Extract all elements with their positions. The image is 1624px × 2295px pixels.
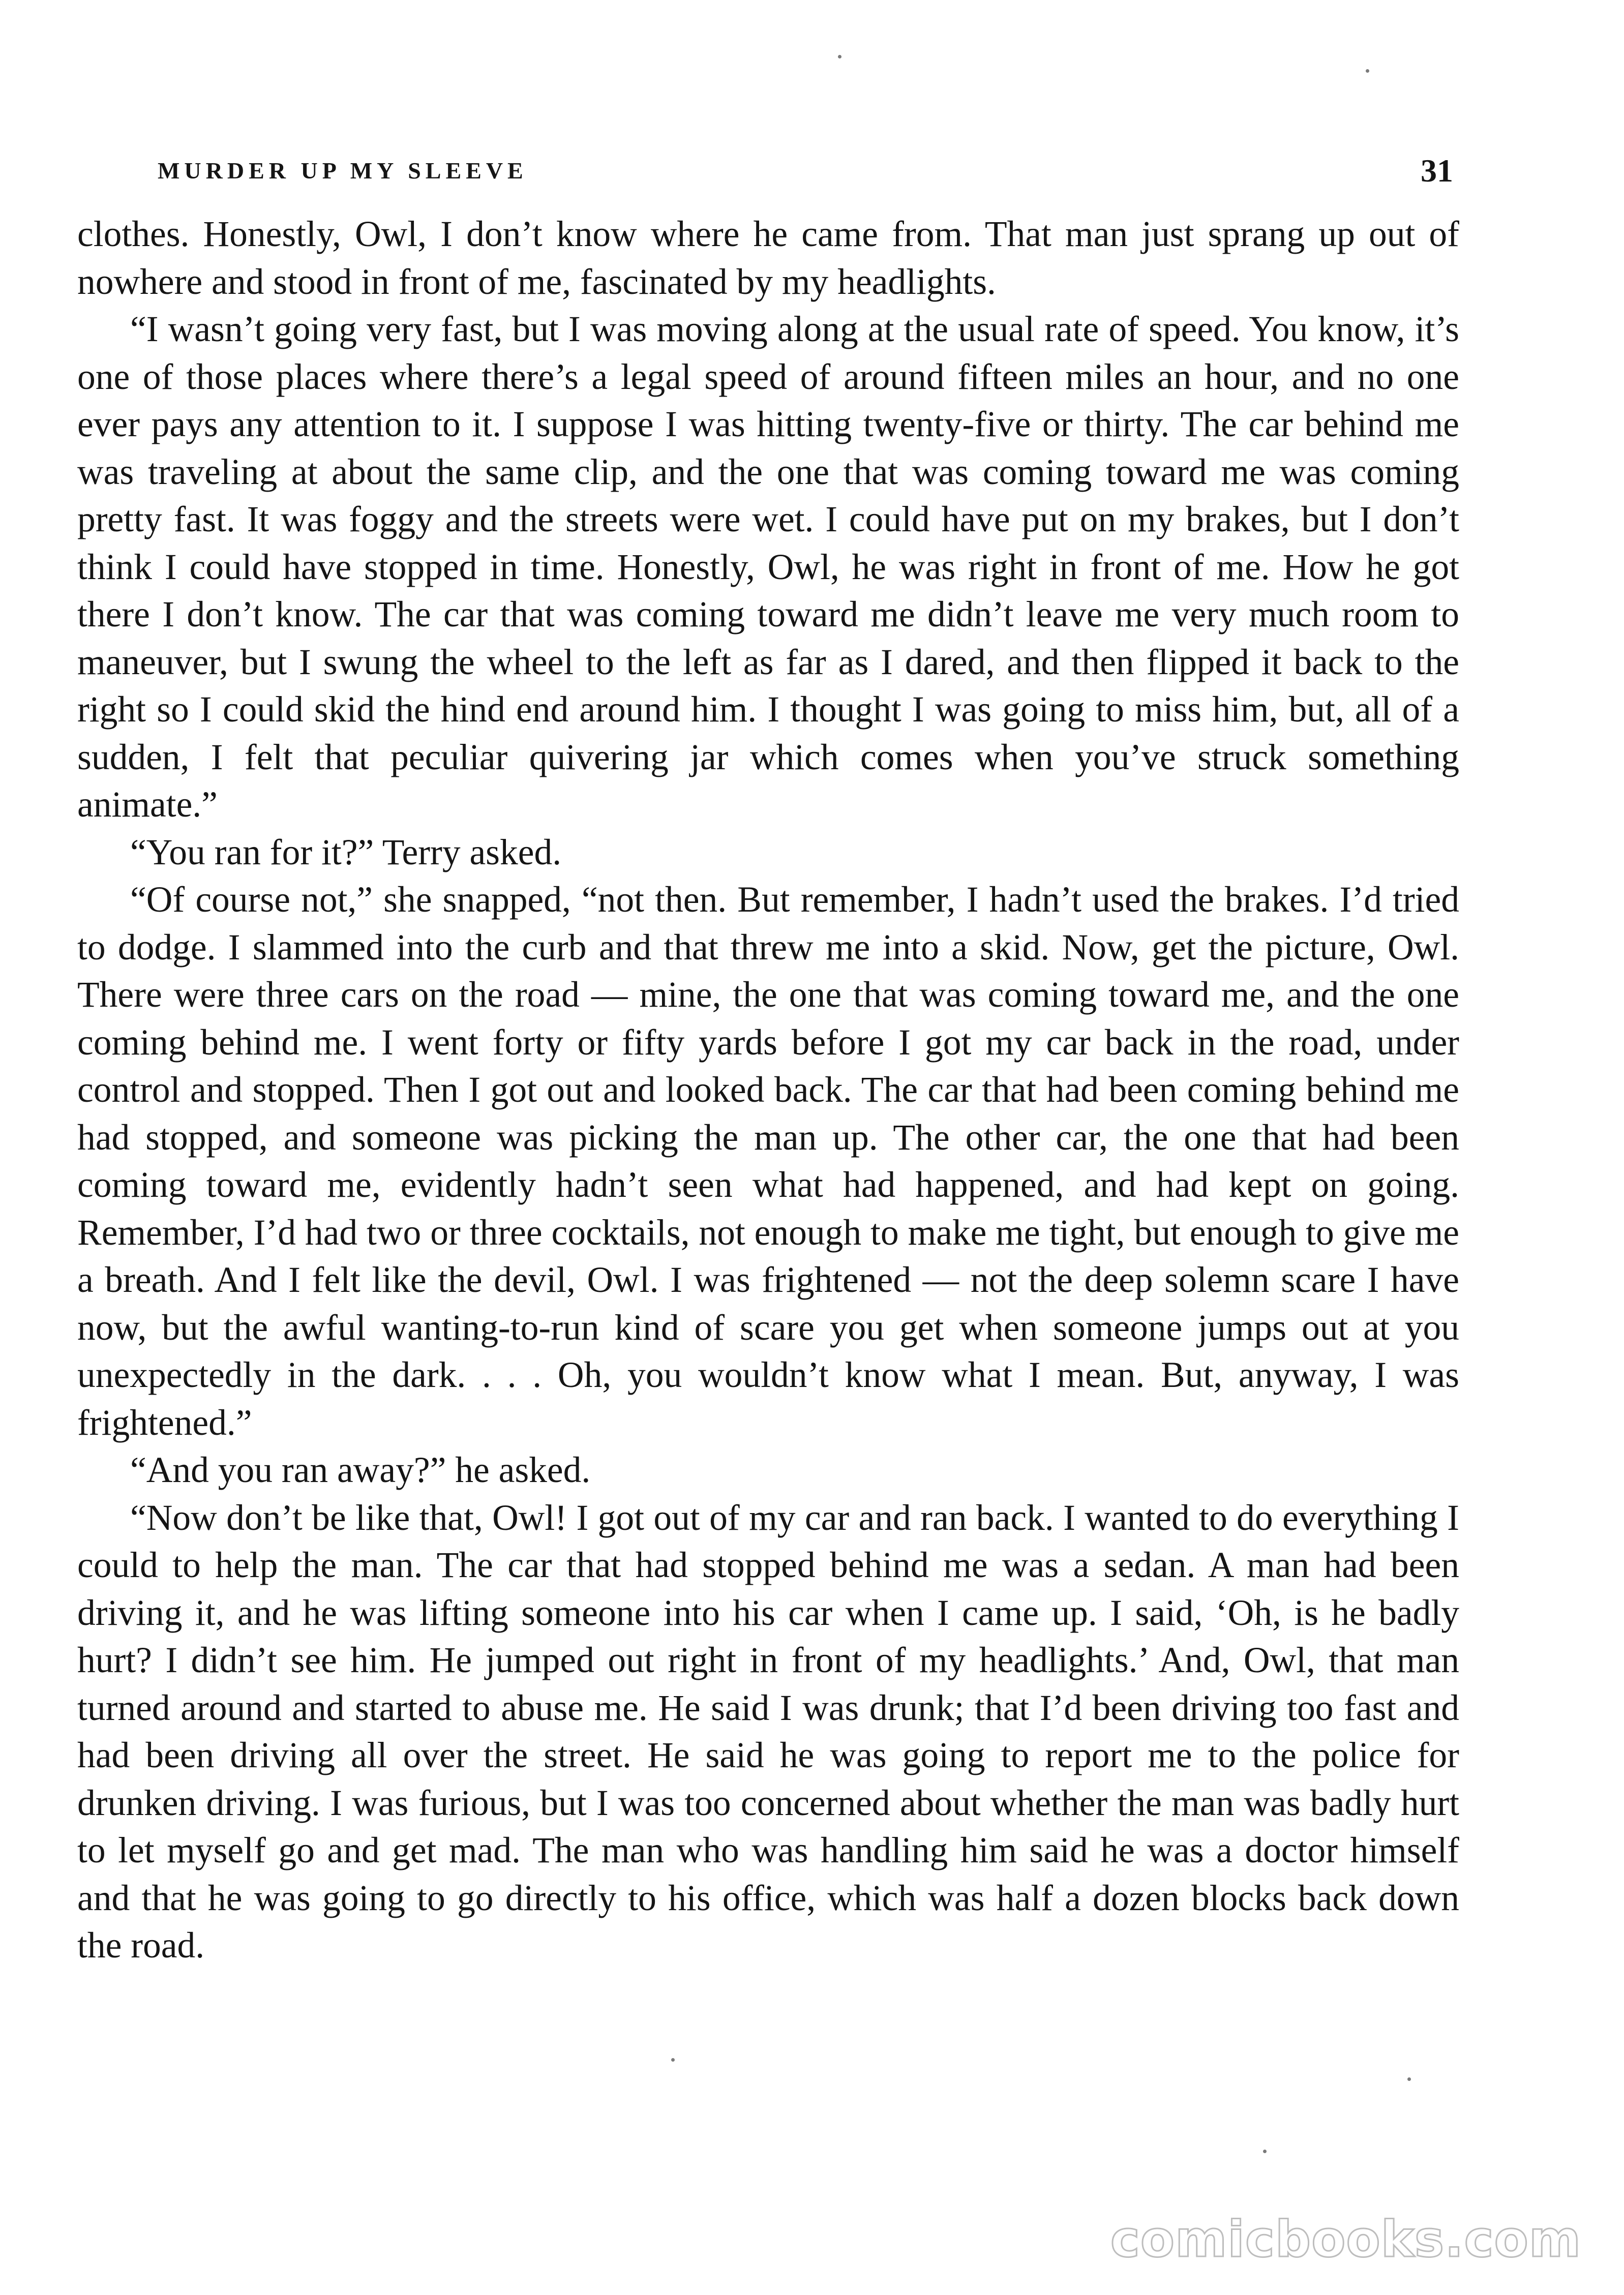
paragraph: “And you ran away?” he asked. — [130, 1450, 591, 1490]
watermark: comicbooks.com — [1110, 2211, 1581, 2269]
scan-speck — [1263, 2150, 1267, 2153]
scan-speck — [838, 55, 841, 58]
page-number: 31 — [1421, 153, 1453, 189]
paragraph: “Of course not,” she snapped, “not then. But remember, I hadn’t used the brakes. I’d tried to dodge. I slammed into the curb and that threw me into a skid. Now, get the picture, Owl. There were three cars on the road — mine, the one that was coming toward me, and the one coming behind me. I went forty or fifty yards before I got my car back in the road, under control and stopped. Then I got out and looked back. The car that had been coming behind me had stopped, and someone was picking the man up. The other car, the one that had been coming toward me, evidently hadn’t seen what had happened, and had kept on going. Remember, I’d had two or three cocktails, not enough to make me tight, but enough to give me a breath. And I felt like the devil, Owl. I was frightened — not the deep solemn scare I have now, but the awful wanting-to-run kind of scare you get when someone jumps out at you unexpectedly in the dark. . . . Oh, you wouldn’t know what I mean. But, anyway, I was frightened.” — [77, 880, 1459, 1443]
scan-speck — [671, 2058, 675, 2062]
running-head — [158, 150, 1453, 191]
paragraph: “I wasn’t going very fast, but I was moving along at the usual rate of speed. You know, it’s one of those places where there’s a legal speed of around fifteen miles an hour, and no one ever pays any attention to it. I suppose I was hitting twenty-five or thirty. The car behind me was traveling at about the same clip, and the one that was coming toward me was coming pretty fast. It was foggy and the streets were wet. I could have put on my brakes, but I don’t think I could have stopped in time. Honestly, Owl, he was right in front of me. How he got there I don’t know. The car that was coming toward me didn’t leave me very much room to maneuver, but I swung the wheel to the left as far as I dared, and then flipped it back to the right so I could skid the hind end around him. I thought I was going to miss him, but, all of a sudden, I felt that peculiar quivering jar which comes when you’ve struck something animate.” — [77, 309, 1459, 825]
paragraph: “Now don’t be like that, Owl! I got out of my car and ran back. I wanted to do everything I could to help the man. The car that had stopped behind me was a sedan. A man had been driving it, and he was lifting someone into his car when I came up. I said, ‘Oh, is he badly hurt? I didn’t see him. He jumped out right in front of my headlights.’ And, Owl, that man turned around and started to abuse me. He said I was drunk; that I’d been driving too fast and had been driving all over the street. He said he was going to report me to the police for drunken driving. I was furious, but I was too concerned about whether the man was badly hurt to let myself go and get mad. The man who was handling him said he was a doctor himself and that he was going to go directly to his office, which was half a dozen blocks back down the road. — [77, 1497, 1459, 1966]
paragraph-continued: clothes. Honestly, Owl, I don’t know where he came from. That man just sprang up out of nowhere and stood in front of me, fascinated by my headlights. — [77, 214, 1459, 302]
running-title: MURDER UP MY SLEEVE — [158, 158, 528, 184]
scan-speck — [1407, 2077, 1411, 2081]
paragraph: “You ran for it?” Terry asked. — [130, 832, 562, 872]
scan-speck — [1366, 69, 1369, 73]
body-text — [77, 210, 1459, 1970]
